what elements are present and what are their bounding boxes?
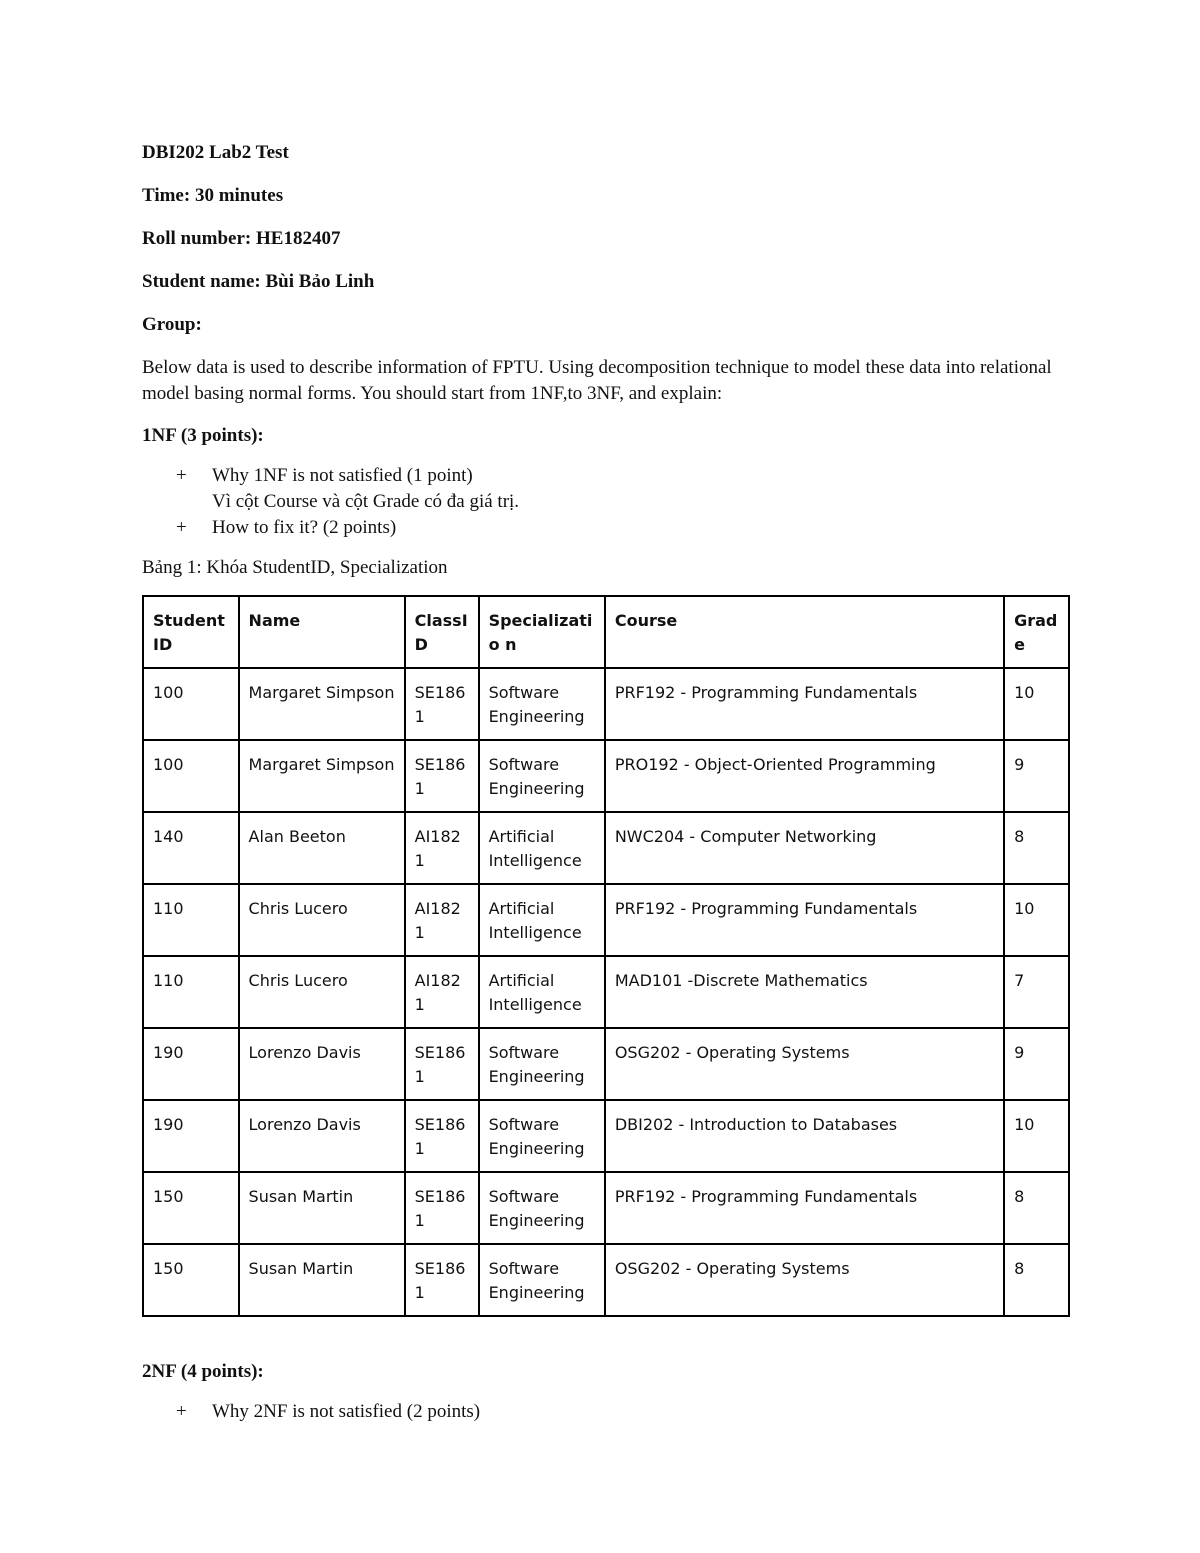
cell-specialization: Software Engineering (479, 1172, 605, 1244)
cell-specialization: Artificial Intelligence (479, 956, 605, 1028)
cell-classid: SE1861 (405, 1172, 479, 1244)
cell-classid: SE1861 (405, 1244, 479, 1316)
cell-studentid: 110 (143, 956, 239, 1028)
roll-number-line: Roll number: HE182407 (142, 228, 341, 249)
list-item (142, 463, 1072, 515)
cell-name: Susan Martin (239, 1244, 405, 1316)
nf1-question-1: Why 1NF is not satisfied (1 point) (212, 465, 473, 486)
cell-grade: 8 (1004, 1172, 1069, 1244)
cell-specialization: Artificial Intelligence (479, 884, 605, 956)
bullet-mark: + (176, 517, 187, 538)
cell-studentid: 140 (143, 812, 239, 884)
intro-paragraph: Below data is used to describe information of FPTU. Using decomposition technique to model these data into relational model basing normal forms. You should start from 1NF,to 3NF, and explain: (142, 357, 1052, 404)
table-caption: Bảng 1: Khóa StudentID, Specialization (142, 557, 448, 578)
nf2-question-list (142, 1399, 1072, 1425)
bullet-mark: + (176, 1401, 187, 1422)
column-header-course: Course (605, 596, 1004, 668)
list-item (142, 1399, 1072, 1425)
cell-specialization: Software Engineering (479, 1028, 605, 1100)
document-page (142, 140, 1072, 1439)
cell-name: Alan Beeton (239, 812, 405, 884)
cell-course: DBI202 - Introduction to Databases (605, 1100, 1004, 1172)
table-row (143, 884, 1069, 956)
time-line: Time: 30 minutes (142, 185, 284, 206)
cell-specialization: Software Engineering (479, 668, 605, 740)
table-row (143, 1028, 1069, 1100)
cell-grade: 10 (1004, 668, 1069, 740)
cell-studentid: 150 (143, 1172, 239, 1244)
cell-classid: SE1861 (405, 1100, 479, 1172)
cell-specialization: Software Engineering (479, 1100, 605, 1172)
student-course-table (142, 595, 1070, 1317)
table-row (143, 1100, 1069, 1172)
cell-course: PRO192 - Object-Oriented Programming (605, 740, 1004, 812)
cell-course: PRF192 - Programming Fundamentals (605, 884, 1004, 956)
cell-grade: 10 (1004, 884, 1069, 956)
nf2-question-1: Why 2NF is not satisfied (2 points) (212, 1401, 481, 1422)
cell-specialization: Software Engineering (479, 1244, 605, 1316)
cell-name: Margaret Simpson (239, 740, 405, 812)
column-header-classid: ClassID (405, 596, 479, 668)
cell-name: Chris Lucero (239, 956, 405, 1028)
cell-studentid: 100 (143, 668, 239, 740)
cell-grade: 7 (1004, 956, 1069, 1028)
column-header-specialization: Specializatio n (479, 596, 605, 668)
cell-course: PRF192 - Programming Fundamentals (605, 668, 1004, 740)
cell-classid: AI1821 (405, 884, 479, 956)
nf1-answer-1: Vì cột Course và cột Grade có đa giá trị. (212, 491, 520, 512)
column-header-grade: Grade (1004, 596, 1069, 668)
cell-course: PRF192 - Programming Fundamentals (605, 1172, 1004, 1244)
nf1-question-2: How to fix it? (2 points) (212, 517, 397, 538)
cell-specialization: Software Engineering (479, 740, 605, 812)
column-header-studentid: StudentID (143, 596, 239, 668)
cell-classid: AI1821 (405, 956, 479, 1028)
cell-classid: SE1861 (405, 1028, 479, 1100)
cell-name: Susan Martin (239, 1172, 405, 1244)
cell-studentid: 190 (143, 1028, 239, 1100)
doc-title: DBI202 Lab2 Test (142, 142, 289, 163)
bullet-mark: + (176, 465, 187, 486)
column-header-name: Name (239, 596, 405, 668)
table-row (143, 812, 1069, 884)
table-row (143, 668, 1069, 740)
table-header-row (143, 596, 1069, 668)
cell-grade: 9 (1004, 740, 1069, 812)
table-row (143, 1172, 1069, 1244)
table-row (143, 956, 1069, 1028)
cell-studentid: 150 (143, 1244, 239, 1316)
cell-course: NWC204 - Computer Networking (605, 812, 1004, 884)
nf1-heading: 1NF (3 points): (142, 425, 264, 446)
nf1-question-list (142, 463, 1072, 541)
student-name-line: Student name: Bùi Bảo Linh (142, 271, 375, 292)
cell-name: Lorenzo Davis (239, 1028, 405, 1100)
cell-course: OSG202 - Operating Systems (605, 1028, 1004, 1100)
group-line: Group: (142, 314, 202, 335)
cell-grade: 9 (1004, 1028, 1069, 1100)
cell-studentid: 100 (143, 740, 239, 812)
cell-name: Lorenzo Davis (239, 1100, 405, 1172)
cell-studentid: 190 (143, 1100, 239, 1172)
cell-course: OSG202 - Operating Systems (605, 1244, 1004, 1316)
cell-classid: SE1861 (405, 740, 479, 812)
cell-name: Chris Lucero (239, 884, 405, 956)
nf2-heading: 2NF (4 points): (142, 1361, 264, 1382)
cell-classid: SE1861 (405, 668, 479, 740)
cell-studentid: 110 (143, 884, 239, 956)
cell-classid: AI1821 (405, 812, 479, 884)
cell-grade: 8 (1004, 812, 1069, 884)
cell-grade: 8 (1004, 1244, 1069, 1316)
list-item (142, 515, 1072, 541)
cell-course: MAD101 -Discrete Mathematics (605, 956, 1004, 1028)
cell-specialization: Artificial Intelligence (479, 812, 605, 884)
cell-name: Margaret Simpson (239, 668, 405, 740)
table-row (143, 740, 1069, 812)
cell-grade: 10 (1004, 1100, 1069, 1172)
table-row (143, 1244, 1069, 1316)
